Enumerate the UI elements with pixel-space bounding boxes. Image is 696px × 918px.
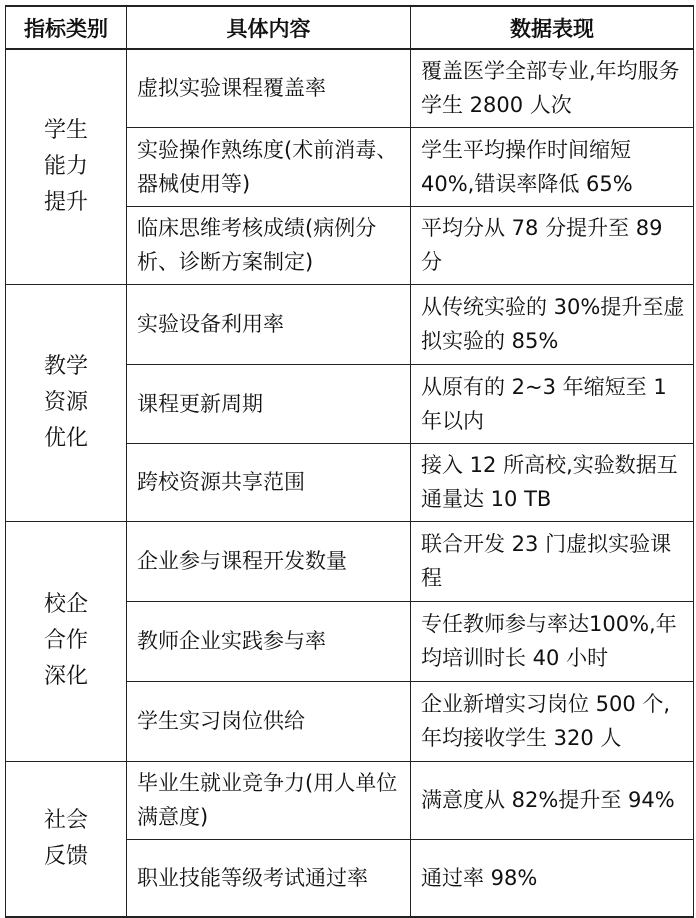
table-row [6, 284, 694, 364]
data-cell: 学生平均操作时间缩短 40%,错误率降低 65% [411, 127, 694, 206]
category-cell [6, 49, 127, 284]
table-row [6, 761, 694, 839]
data-cell: 企业新增实习岗位 500 个,年均接收学生 320 人 [411, 681, 694, 761]
item-cell: 跨校资源共享范围 [127, 443, 411, 521]
header-category: 指标类别 [6, 6, 127, 49]
item-cell: 学生实习岗位供给 [127, 681, 411, 761]
item-cell: 教师企业实践参与率 [127, 601, 411, 681]
category-label: 社会反馈 [43, 807, 88, 869]
table-row [6, 49, 694, 127]
item-cell: 职业技能等级考试通过率 [127, 839, 411, 917]
item-cell: 虚拟实验课程覆盖率 [127, 49, 411, 127]
category-label: 学生能力提升 [43, 117, 88, 215]
data-cell: 联合开发 23 门虚拟实验课程 [411, 521, 694, 601]
data-cell: 平均分从 78 分提升至 89 分 [411, 206, 694, 284]
item-cell: 企业参与课程开发数量 [127, 521, 411, 601]
category-cell [6, 761, 127, 917]
item-cell: 课程更新周期 [127, 364, 411, 443]
category-cell [6, 521, 127, 761]
header-row [6, 6, 694, 49]
item-cell: 毕业生就业竞争力(用人单位满意度) [127, 761, 411, 839]
data-cell: 专任教师参与率达100%,年均培训时长 40 小时 [411, 601, 694, 681]
table-row [6, 521, 694, 601]
category-cell [6, 284, 127, 521]
indicator-table [5, 5, 694, 918]
category-label: 校企合作深化 [43, 592, 88, 689]
item-cell: 实验设备利用率 [127, 284, 411, 364]
item-cell: 实验操作熟练度(术前消毒、器械使用等) [127, 127, 411, 206]
header-data: 数据表现 [411, 6, 694, 49]
item-cell: 临床思维考核成绩(病例分析、诊断方案制定) [127, 206, 411, 284]
data-cell: 满意度从 82%提升至 94% [411, 761, 694, 839]
header-content: 具体内容 [127, 6, 411, 49]
category-label: 教学资源优化 [43, 353, 88, 451]
data-cell: 从传统实验的 30%提升至虚拟实验的 85% [411, 284, 694, 364]
data-cell: 覆盖医学全部专业,年均服务学生 2800 人次 [411, 49, 694, 127]
data-cell: 通过率 98% [411, 839, 694, 917]
data-cell: 从原有的 2~3 年缩短至 1 年以内 [411, 364, 694, 443]
data-cell: 接入 12 所高校,实验数据互通量达 10 TB [411, 443, 694, 521]
